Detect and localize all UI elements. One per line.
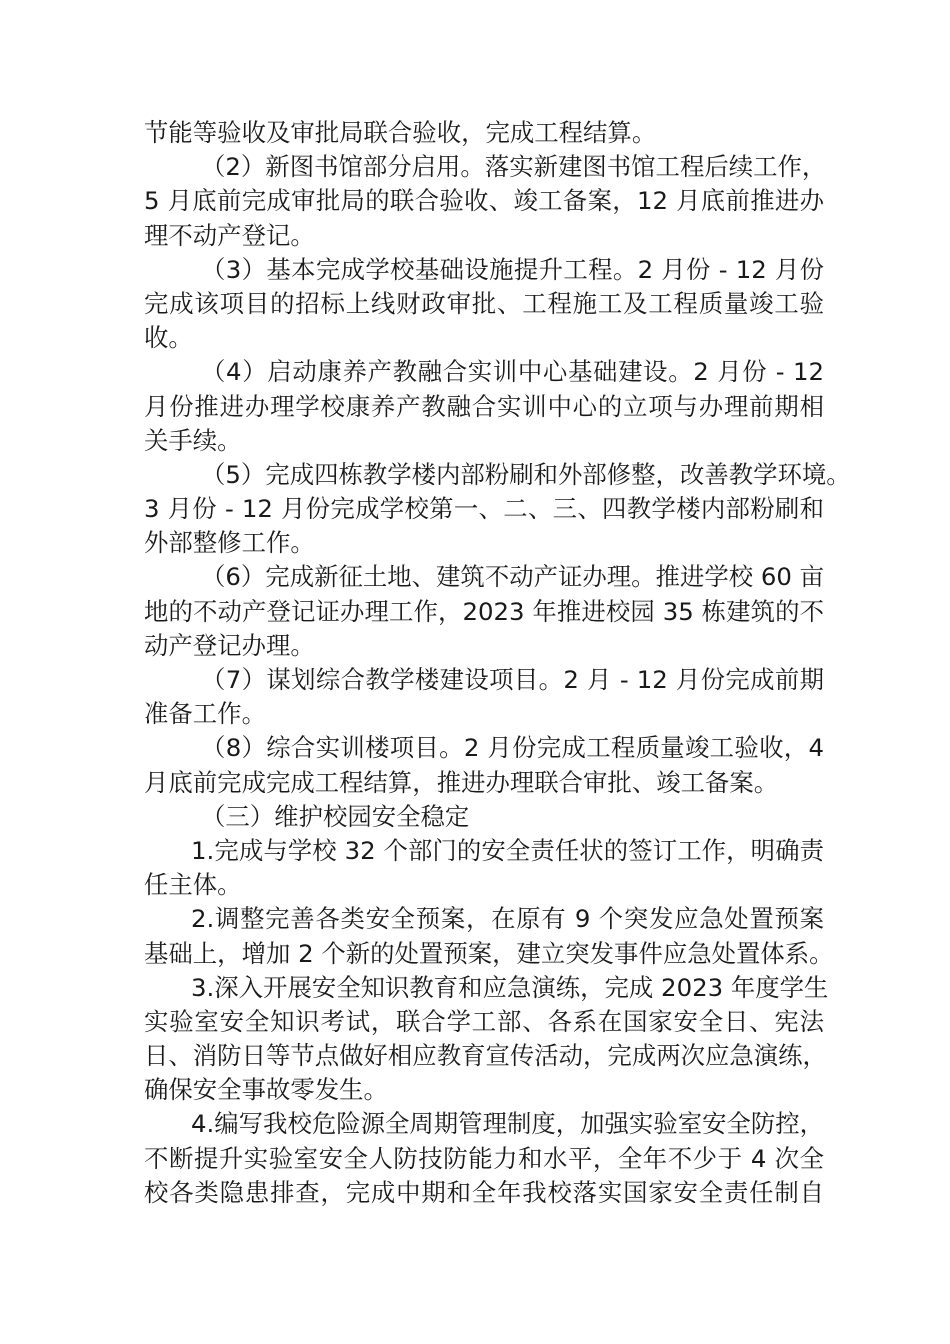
text-line: 动产登记办理。: [144, 630, 315, 660]
text-line: （5）完成四栋教学楼内部粉刷和外部修整，改善教学环境。: [201, 459, 851, 489]
text-line: （8）综合实训楼项目。2 月份完成工程质量竣工验收，4: [201, 733, 824, 763]
text-line: 校各类隐患排查，完成中期和全年我校落实国家安全责任制自: [144, 1177, 824, 1207]
text-line: 完成该项目的招标上线财政审批、工程施工及工程质量竣工验: [144, 288, 824, 318]
text-line: 3 月份 - 12 月份完成学校第一、二、三、四教学楼内部粉刷和: [144, 494, 824, 524]
text-line: 外部整修工作。: [144, 528, 315, 558]
text-line: 关手续。: [144, 425, 242, 455]
text-line: 2.调整完善各类安全预案，在原有 9 个突发应急处置预案: [191, 904, 824, 934]
text-line: 任主体。: [144, 870, 242, 900]
text-line: 地的不动产登记证办理工作，2023 年推进校园 35 栋建筑的不: [144, 596, 824, 626]
text-line: 日、消防日等节点做好相应教育宣传活动，完成两次应急演练，: [144, 1041, 827, 1071]
text-line: 准备工作。: [144, 699, 266, 729]
text-line: （4）启动康养产教融合实训中心基础建设。2 月份 - 12: [201, 357, 824, 387]
text-line: 1.完成与学校 32 个部门的安全责任状的签订工作，明确责: [191, 835, 824, 865]
text-line: 实验室安全知识考试，联合学工部、各系在国家安全日、宪法: [144, 1006, 824, 1036]
text-line: （6）完成新征土地、建筑不动产证办理。推进学校 60 亩: [201, 562, 825, 592]
text-line: 3.深入开展安全知识教育和应急演练，完成 2023 年度学生: [191, 972, 829, 1002]
text-line: （2）新图书馆部分启用。落实新建图书馆工程后续工作，: [201, 152, 827, 182]
text-line: 月份推进办理学校康养产教融合实训中心的立项与办理前期相: [144, 391, 824, 421]
text-line: 节能等验收及审批局联合验收，完成工程结算。: [144, 118, 657, 147]
text-line: 确保安全事故零发生。: [144, 1075, 388, 1105]
text-line: 基础上，增加 2 个新的处置预案，建立突发事件应急处置体系。: [144, 938, 834, 968]
text-line: （7）谋划综合教学楼建设项目。2 月 - 12 月份完成前期: [201, 665, 824, 694]
text-line: 不断提升实验室安全人防技防能力和水平，全年不少于 4 次全: [144, 1143, 824, 1173]
text-line: 5 月底前完成审批局的联合验收、竣工备案，12 月底前推进办: [144, 186, 824, 216]
text-line: 月底前完成完成工程结算，推进办理联合审批、竣工备案。: [144, 767, 779, 797]
text-line: 4.编写我校危险源全周期管理制度，加强实验室安全防控，: [191, 1109, 825, 1139]
document-body: [144, 116, 851, 1210]
section-heading: （三）维护校园安全稳定: [201, 801, 470, 831]
text-line: 收。: [144, 323, 193, 353]
text-line: （3）基本完成学校基础设施提升工程。2 月份 - 12 月份: [201, 254, 824, 284]
text-line: 理不动产登记。: [144, 220, 315, 250]
